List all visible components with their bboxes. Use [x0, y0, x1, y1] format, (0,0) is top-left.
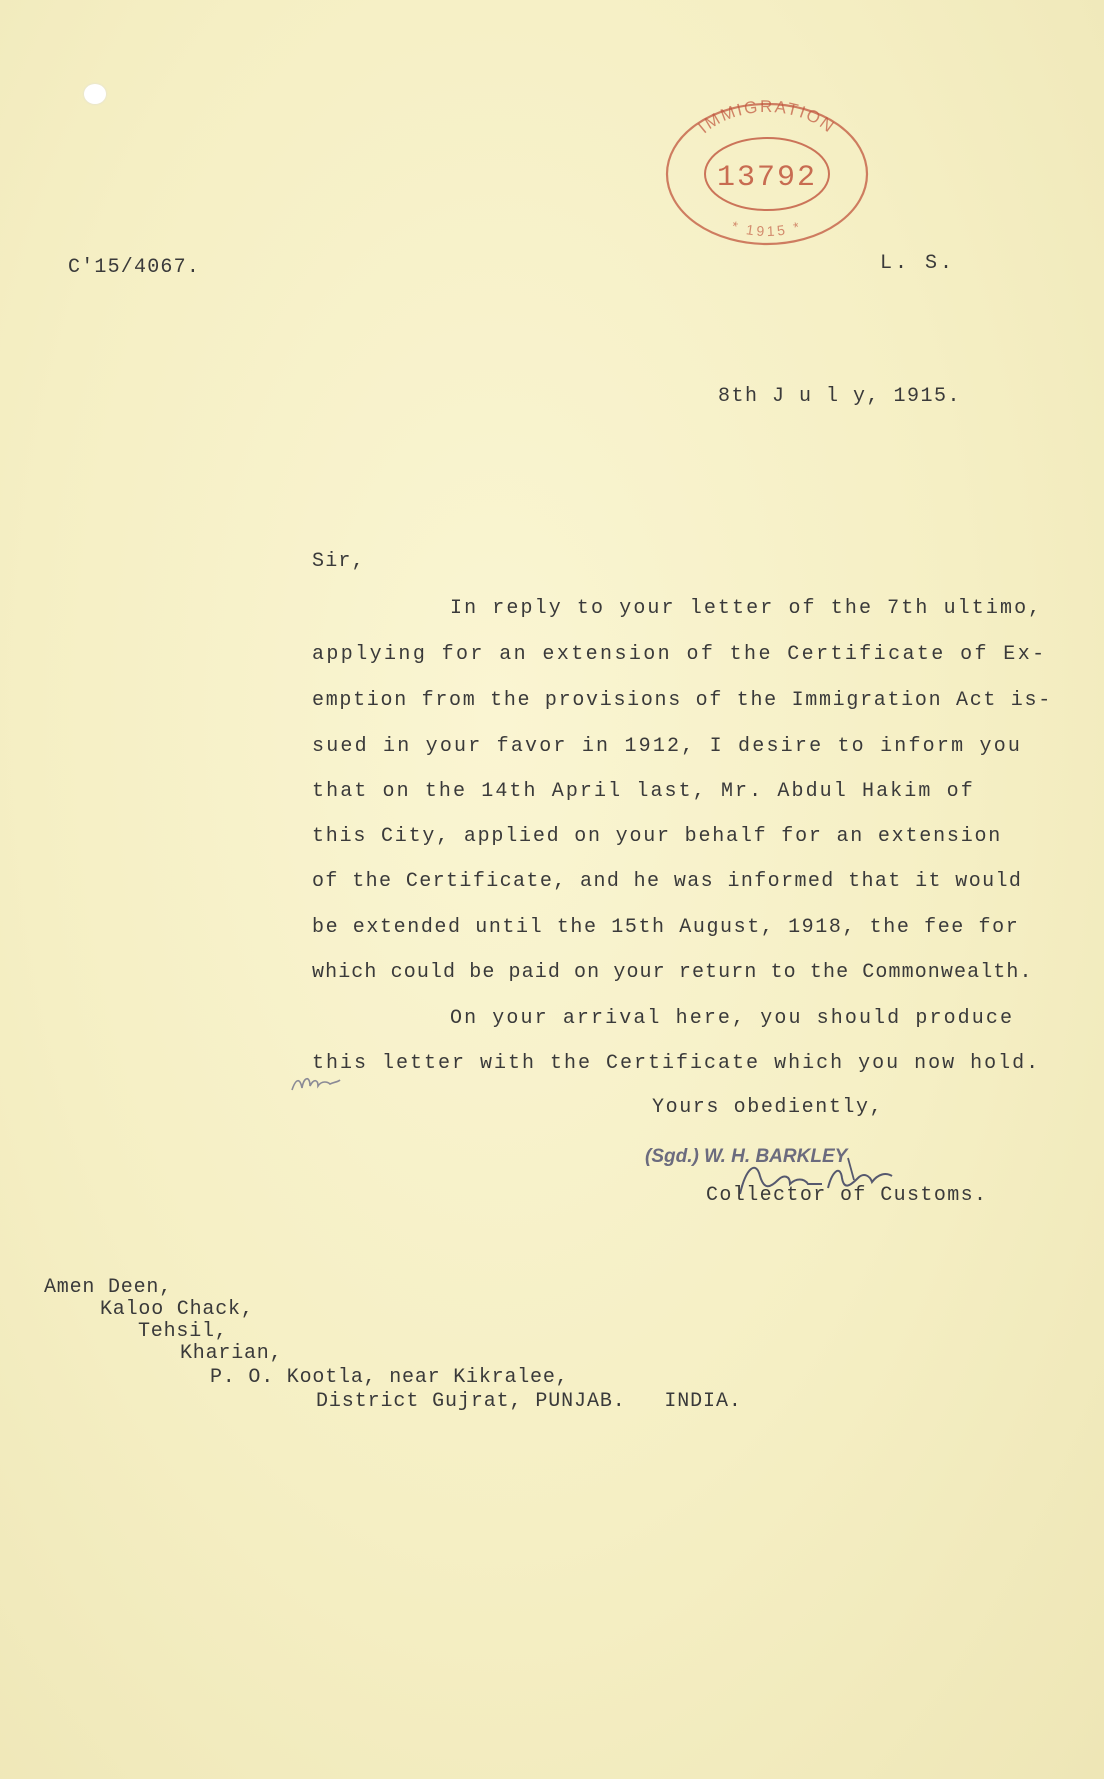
address-line: P. O. Kootla, near Kikralee,	[210, 1366, 569, 1389]
address-line: Tehsil,	[138, 1320, 228, 1343]
address-line: Kaloo Chack,	[100, 1298, 254, 1321]
stamp-bottom-text: * 1915 *	[729, 217, 805, 240]
body-line: sued in your favor in 1912, I desire to inform you	[312, 735, 1023, 758]
punch-hole	[84, 84, 106, 104]
body-line: that on the 14th April last, Mr. Abdul Hakim of	[312, 780, 975, 803]
body-line: In reply to your letter of the 7th ultimo,	[450, 597, 1043, 620]
body-line: applying for an extension of the Certificate of Ex-	[312, 643, 1047, 666]
closing: Yours obediently,	[652, 1096, 884, 1119]
initials: L. S.	[880, 252, 956, 275]
signature-typed: (Sgd.) W. H. BARKLEY	[645, 1146, 848, 1167]
stamp-top-text: IMMIGRATION	[694, 97, 839, 138]
address-line: Kharian,	[180, 1342, 283, 1365]
body-line: this letter with the Certificate which you now hold.	[312, 1052, 1041, 1075]
signature-title: Collector of Customs.	[706, 1184, 988, 1207]
pencil-mark	[288, 1070, 344, 1096]
letter-date: 8th J u l y, 1915.	[718, 385, 962, 408]
received-stamp	[655, 92, 879, 252]
body-line: be extended until the 15th August, 1918, the fee for	[312, 916, 1020, 939]
file-reference: C'15/4067.	[68, 256, 201, 279]
address-line: District Gujrat, PUNJAB. INDIA.	[316, 1390, 742, 1413]
address-line: Amen Deen,	[44, 1276, 173, 1299]
body-line: On your arrival here, you should produce	[450, 1007, 1015, 1030]
body-line: this City, applied on your behalf for an extension	[312, 825, 1003, 848]
body-line: which could be paid on your return to the Commonwealth.	[312, 961, 1033, 984]
stamp-number: 13792	[716, 161, 818, 195]
body-line: emption from the provisions of the Immigration Act is-	[312, 689, 1052, 712]
body-line: of the Certificate, and he was informed that it would	[312, 870, 1023, 893]
salutation: Sir,	[312, 550, 365, 573]
